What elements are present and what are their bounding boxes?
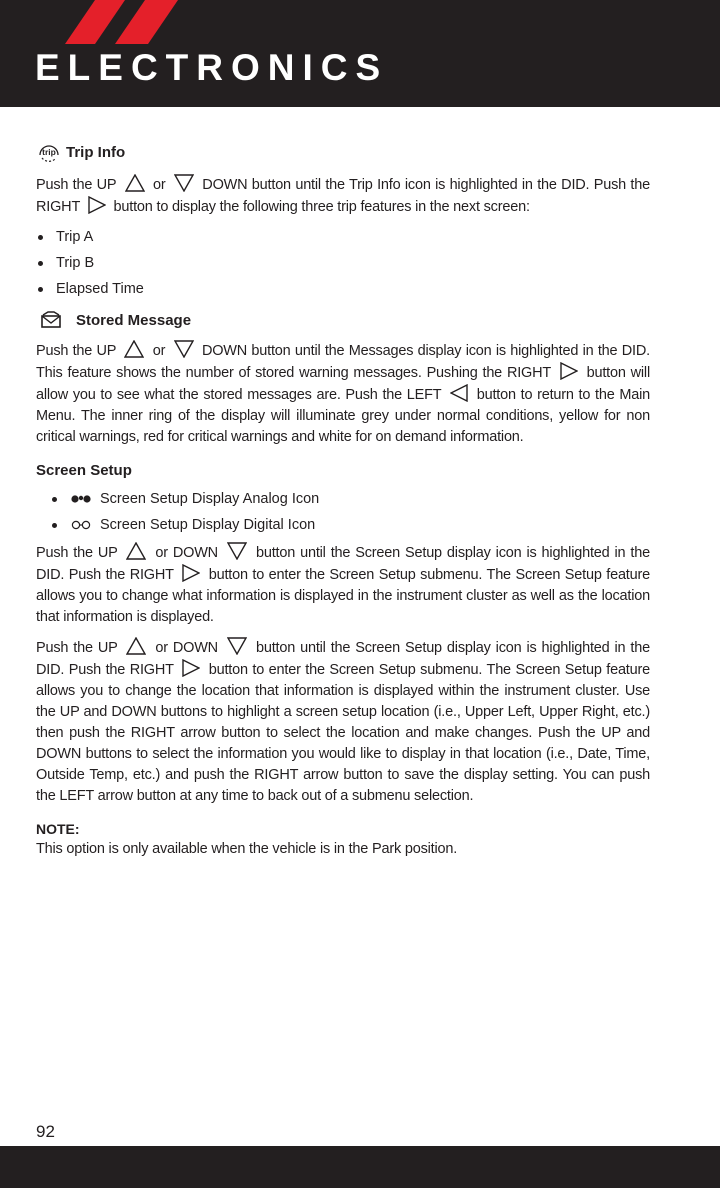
up-arrow-icon [126,542,146,560]
down-arrow-icon [174,174,194,192]
digital-display-icon [70,520,92,530]
envelope-icon [40,311,64,329]
left-arrow-icon [450,384,468,402]
trip-icon [36,141,62,163]
list-item: Screen Setup Display Digital Icon [50,512,650,538]
up-arrow-icon [126,637,146,655]
list-item: Screen Setup Display Analog Icon [50,486,650,512]
trip-features-list [36,224,650,302]
note-label: NOTE: [36,821,80,837]
screen-setup-paragraph-1: Push the UP or DOWN button until the Screen Setup display icon is highlighted in the DID. Push the RIGHT button to enter the Screen Setup submenu. The Screen Setup feature allows you to change what information is displayed in the instrument cluster as well as the location that information is displayed. [36,542,650,628]
footer-bar [0,1146,720,1188]
screen-setup-icons-list [36,486,650,538]
down-arrow-icon [174,340,194,358]
trip-info-heading [36,140,650,164]
screen-setup-heading [36,458,650,482]
list-item: Elapsed Time [36,276,650,302]
analog-display-icon [70,494,92,504]
right-arrow-icon [560,362,578,380]
screen-setup-title: Screen Setup [36,461,132,479]
right-arrow-icon [88,196,106,214]
down-arrow-icon [227,542,247,560]
page-number: 92 [36,1122,55,1141]
chapter-title: ELECTRONICS [35,47,389,88]
right-arrow-icon [182,564,200,582]
stored-message-title: Stored Message [76,311,192,329]
stored-message-paragraph: Push the UP or DOWN button until the Messages display icon is highlighted in the DID. This feature shows the number of stored warning messages. Pushing the RIGHT button will allow you to see what the stored messages are. Push the LEFT button to return to the Main Menu. The inner ring of the display will illuminate grey under normal conditions, yellow for non critical warnings, red for critical warnings and white for on demand information. [36,340,650,448]
note-text: This option is only available when the vehicle is in the Park position. [36,841,458,857]
racing-stripes-logo [0,0,200,50]
down-arrow-icon [227,637,247,655]
svg-text:trip: trip [42,147,56,157]
list-item: Trip B [36,250,650,276]
up-arrow-icon [125,174,145,192]
trip-info-title: Trip Info [66,143,126,161]
stored-message-heading [36,308,650,332]
chapter-header [0,0,720,107]
right-arrow-icon [182,659,200,677]
trip-info-paragraph: Push the UP or DOWN button until the Trip Info icon is highlighted in the DID. Push the RIGHT button to display the following three trip features in the next screen: [36,174,650,218]
up-arrow-icon [124,340,144,358]
list-item: Trip A [36,224,650,250]
screen-setup-paragraph-2: Push the UP or DOWN button until the Screen Setup display icon is highlighted in the DID. Push the RIGHT button to enter the Screen Setup submenu. The Screen Setup feature allows you to change the location that information is displayed within the instrument cluster. Use the UP and DOWN buttons to highlight a screen setup location (i.e., Upper Left, Upper Right, etc.) then push the RIGHT arrow button to select the location and make changes. Push the UP and DOWN buttons to select the information you would like to display in that location (i.e., Date, Time, Outside Temp, etc.) and push the RIGHT arrow button to save the display setting. You can push the LEFT arrow button at any time to back out of a submenu selection. [36,637,650,807]
page-content [36,140,650,860]
